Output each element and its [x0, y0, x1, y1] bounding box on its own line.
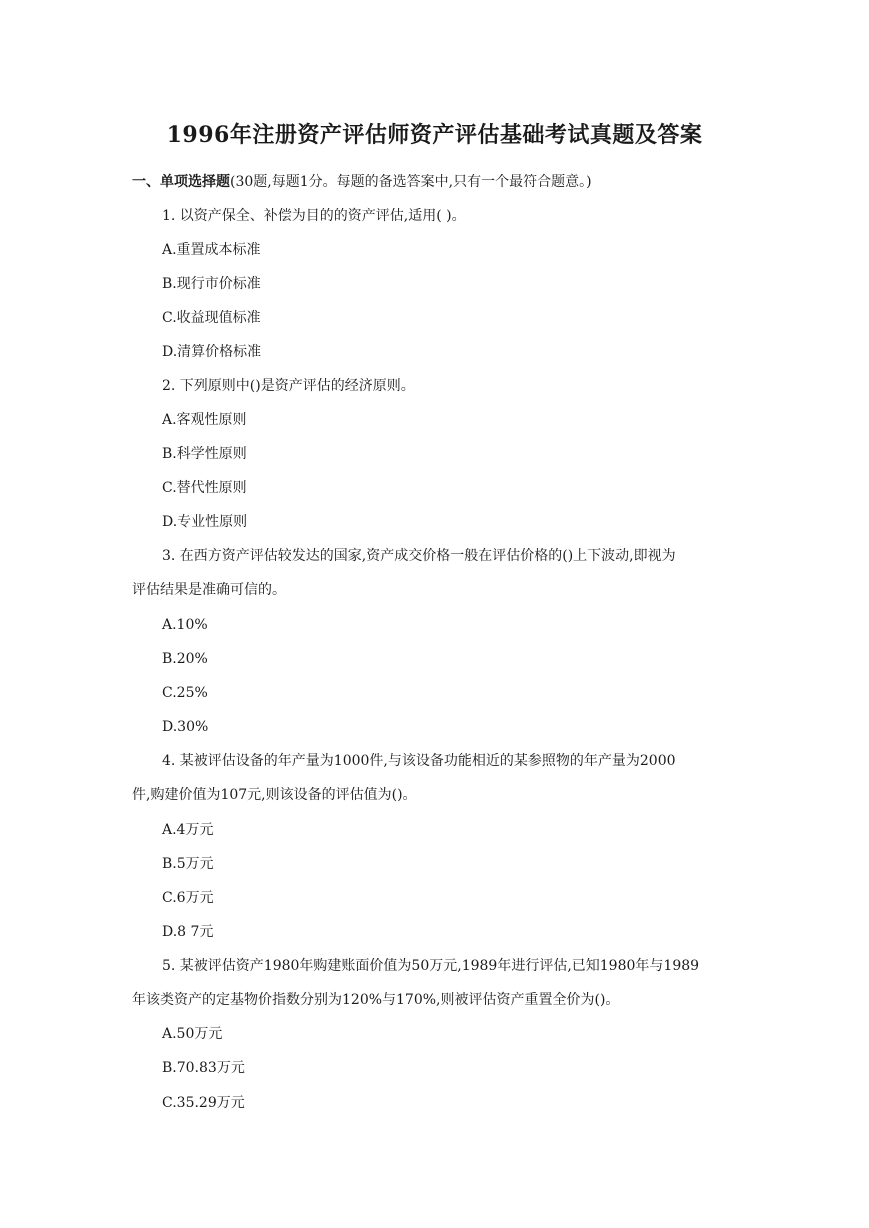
section-heading-line	[132, 172, 592, 192]
question-1-option-a: A.重置成本标准	[162, 242, 261, 258]
question-2-option-d: D.专业性原则	[162, 514, 248, 530]
question-1-option-b: B.现行市价标准	[162, 276, 261, 292]
question-5-text-line-2: 年该类资产的定基物价指数分别为120%与170%,则被评估资产重置全价为()。	[132, 992, 620, 1008]
question-3-text-line-1: 3. 在西方资产评估较发达的国家,资产成交价格一般在评估价格的()上下波动,即视为	[162, 548, 676, 564]
question-3-text-line-2: 评估结果是准确可信的。	[132, 582, 286, 598]
question-2-option-c: C.替代性原则	[162, 480, 247, 496]
question-5-text-line-1: 5. 某被评估资产1980年购建账面价值为50万元,1989年进行评估,已知1980年与1989	[162, 958, 700, 974]
question-3-option-a: A.10%	[162, 617, 208, 633]
question-1-text: 1. 以资产保全、补偿为目的的资产评估,适用( )。	[162, 208, 466, 224]
question-5-option-b: B.70.83万元	[162, 1060, 245, 1076]
question-3-option-d: D.30%	[162, 719, 209, 735]
question-4-text-line-2: 件,购建价值为107元,则该设备的评估值为()。	[132, 787, 417, 803]
question-5-option-c: C.35.29万元	[162, 1095, 245, 1111]
question-4-option-a: A.4万元	[162, 822, 214, 838]
question-1-option-d: D.清算价格标准	[162, 344, 262, 360]
question-5-option-a: A.50万元	[162, 1026, 223, 1042]
question-4-option-d: D.8 7元	[162, 924, 214, 940]
section-heading: 一、单项选择题	[132, 174, 230, 190]
document-title: 1996年注册资产评估师资产评估基础考试真题及答案	[166, 122, 703, 148]
question-4-text-line-1: 4. 某被评估设备的年产量为1000件,与该设备功能相近的某参照物的年产量为2000	[162, 753, 676, 769]
question-4-option-c: C.6万元	[162, 890, 214, 906]
question-1-option-c: C.收益现值标准	[162, 310, 261, 326]
question-3-option-b: B.20%	[162, 651, 208, 667]
question-3-option-c: C.25%	[162, 685, 208, 701]
question-2-option-b: B.科学性原则	[162, 446, 247, 462]
question-2-option-a: A.客观性原则	[162, 412, 247, 428]
question-2-text: 2. 下列原则中()是资产评估的经济原则。	[162, 378, 415, 394]
question-4-option-b: B.5万元	[162, 856, 214, 872]
section-note: (30题,每题1分。每题的备选答案中,只有一个最符合题意。)	[230, 174, 592, 190]
